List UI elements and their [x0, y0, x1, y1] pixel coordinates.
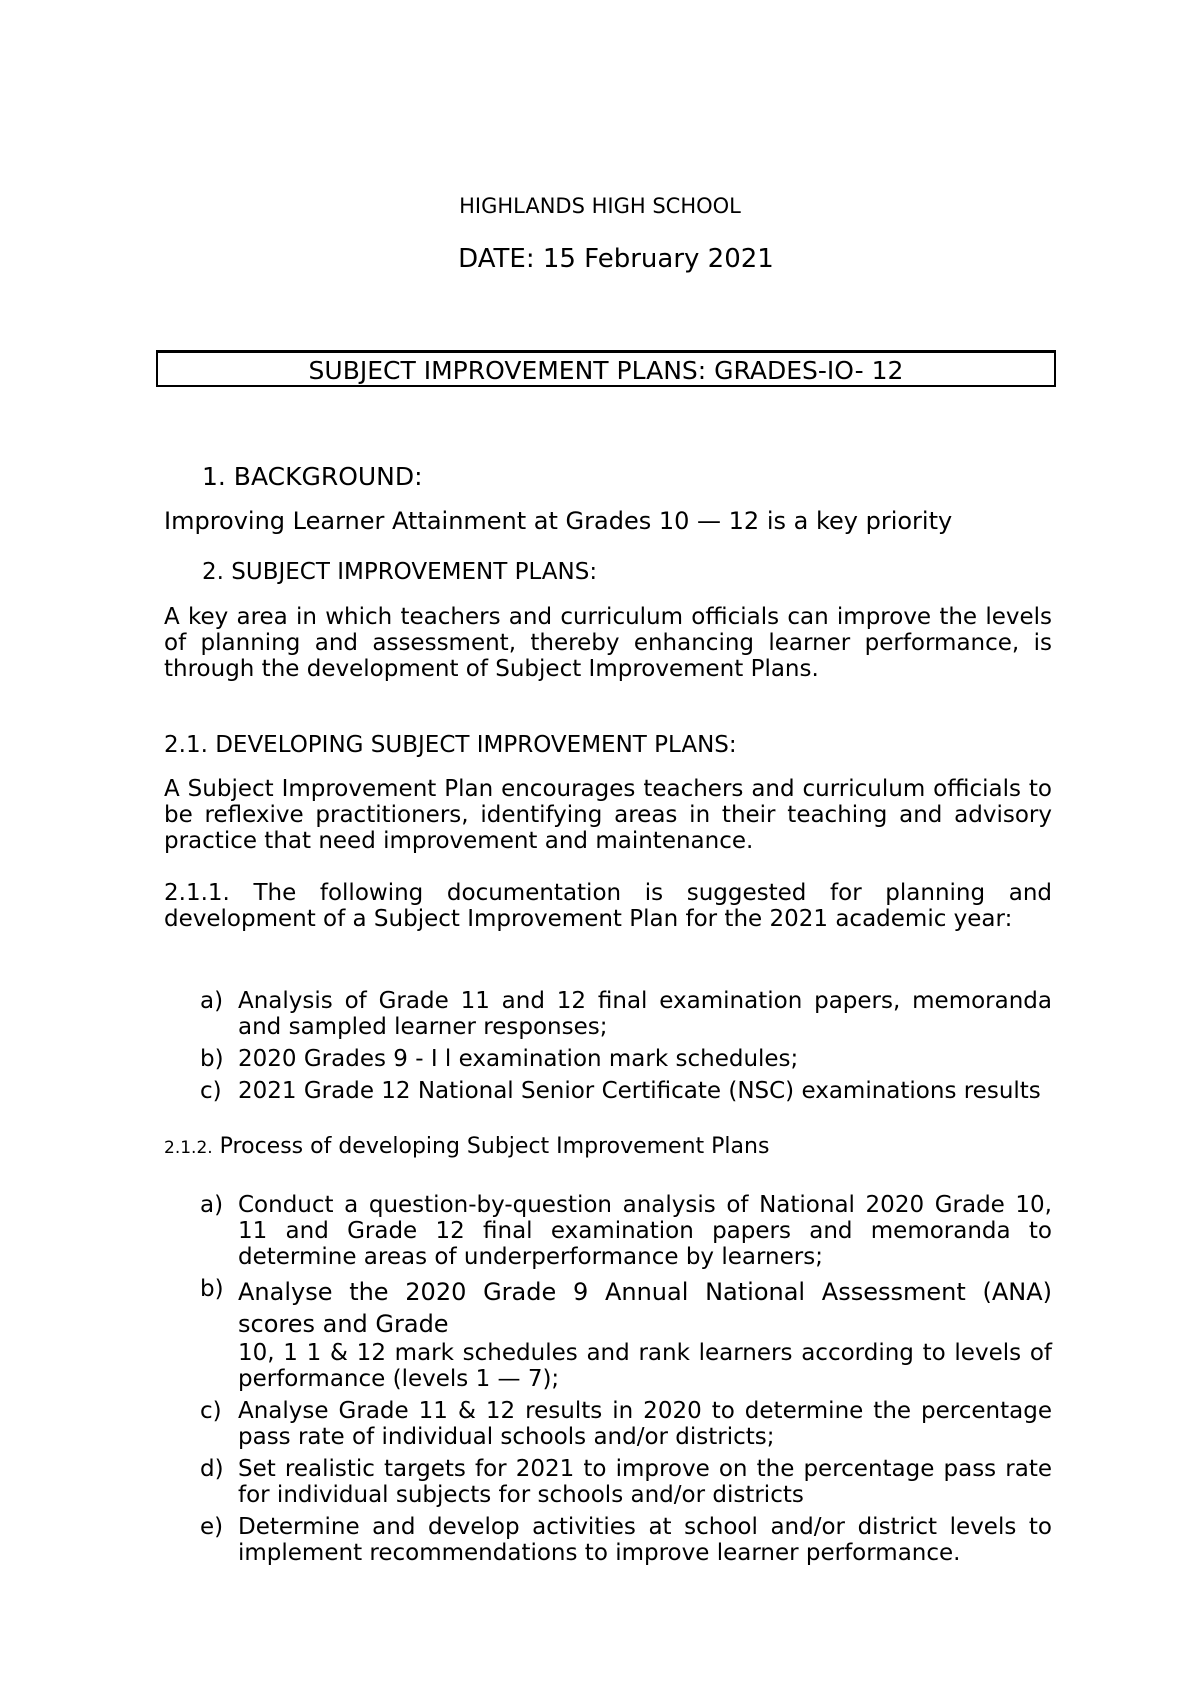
list-marker: b) [200, 1046, 224, 1072]
school-name: HIGHLANDS HIGH SCHOOL [459, 194, 741, 218]
documentation-intro: 2.1.1. The following documentation is suggested for planning and development of a Subject Improvement Plan for the 2021 academic year: [164, 880, 1052, 932]
list-marker: c) [200, 1398, 222, 1424]
sip-heading: 2. SUBJECT IMPROVEMENT PLANS: [202, 559, 598, 585]
list-item [164, 1192, 1052, 1270]
background-heading: 1. BACKGROUND: [202, 462, 423, 491]
list-item-text-large: Analyse the 2020 Grade 9 Annual National Assessment (ANA) scores and Grade [238, 1278, 1052, 1338]
list-marker: a) [200, 988, 224, 1014]
list-item [164, 1398, 1052, 1450]
list-marker: e) [200, 1514, 224, 1540]
background-text: Improving Learner Attainment at Grades 10 — 12 is a key priority [164, 507, 953, 535]
process-heading [164, 1134, 769, 1159]
developing-paragraph: A Subject Improvement Plan encourages teachers and curriculum officials to be reflexive practitioners, identifying areas in their teaching and advisory practice that need improvement and maintenance. [164, 776, 1052, 854]
developing-heading: 2.1. DEVELOPING SUBJECT IMPROVEMENT PLANS: [164, 732, 737, 758]
list-item-text: Set realistic targets for 2021 to improve on the percentage pass rate for individual subjects for schools and/or districts [238, 1456, 1052, 1508]
list-marker: a) [200, 1192, 224, 1218]
list-marker: c) [200, 1078, 222, 1104]
date-line: DATE: 15 February 2021 [458, 244, 774, 274]
sip-paragraph: A key area in which teachers and curriculum officials can improve the levels of planning and assessment, thereby enhancing learner performance, is through the development of Subject Improvement Plans. [164, 604, 1052, 682]
documentation-list [164, 988, 1052, 1110]
list-item-text: 2020 Grades 9 - I l examination mark schedules; [238, 1046, 799, 1072]
process-number: 2.1.2. [164, 1138, 213, 1158]
list-item-text: Conduct a question-by-question analysis of National 2020 Grade 10, 11 and Grade 12 final examination papers and memoranda to determine areas of underperformance by learners; [238, 1192, 1052, 1270]
list-item [164, 1514, 1052, 1566]
list-item-text: Analyse Grade 11 & 12 results in 2020 to determine the percentage pass rate of individual schools and/or districts; [238, 1398, 1052, 1450]
process-title: Process of developing Subject Improvement Plans [219, 1134, 770, 1159]
list-item-text: Determine and develop activities at school and/or district levels to implement recommendations to improve learner performance. [238, 1514, 1052, 1566]
list-item-text: 2021 Grade 12 National Senior Certificate (NSC) examinations results [238, 1078, 1041, 1104]
list-item [164, 1046, 1052, 1072]
process-list [164, 1192, 1052, 1572]
list-item-text: 10, 1 1 & 12 mark schedules and rank learners according to levels of performance (levels 1 — 7); [238, 1340, 1052, 1392]
list-item [164, 1276, 1052, 1392]
document-title: SUBJECT IMPROVEMENT PLANS: GRADES-IO- 12 [156, 350, 1056, 387]
list-item [164, 1456, 1052, 1508]
list-item [164, 1078, 1052, 1104]
list-marker: d) [200, 1456, 224, 1482]
list-marker: b) [200, 1276, 224, 1302]
list-item [164, 988, 1052, 1040]
list-item-text: Analysis of Grade 11 and 12 final examination papers, memoranda and sampled learner responses; [238, 988, 1052, 1040]
